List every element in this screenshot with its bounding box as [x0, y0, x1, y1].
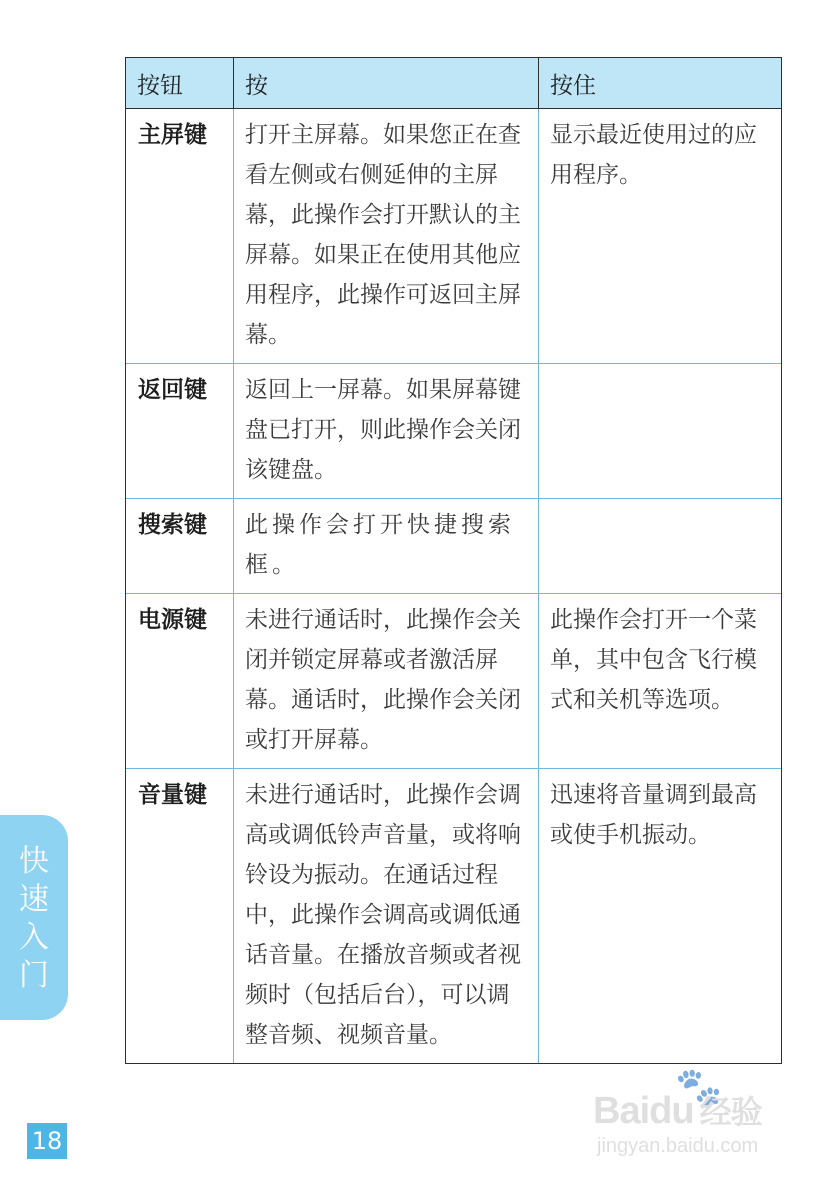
watermark-brand-bai: Bai	[593, 1090, 650, 1132]
buttons-table	[125, 57, 782, 1064]
row-press: 返回上一屏幕。如果屏幕键盘已打开，则此操作会关闭该键盘。	[234, 364, 539, 499]
paw-icon: 🐾	[675, 1065, 723, 1109]
table-row	[126, 364, 782, 499]
row-key: 主屏键	[126, 109, 234, 364]
baidu-jingyan-watermark	[593, 1065, 803, 1163]
row-press: 打开主屏幕。如果您正在查看左侧或右侧延伸的主屏幕，此操作会打开默认的主屏幕。如果正在使用其他应用程序，此操作可返回主屏幕。	[234, 109, 539, 364]
table-row	[126, 594, 782, 769]
page-number: 18	[27, 1123, 67, 1159]
table-row	[126, 109, 782, 364]
chapter-side-tab-label: 快速入门	[19, 844, 49, 993]
watermark-brand	[593, 1087, 762, 1133]
row-press: 未进行通话时，此操作会关闭并锁定屏幕或者激活屏幕。通话时，此操作会关闭或打开屏幕。	[234, 594, 539, 769]
row-press: 此操作会打开快捷搜索框。	[234, 499, 539, 594]
header-press: 按	[234, 58, 539, 109]
row-key: 电源键	[126, 594, 234, 769]
watermark-brand-du: du	[649, 1090, 694, 1132]
row-key: 音量键	[126, 769, 234, 1064]
header-button: 按钮	[126, 58, 234, 109]
chapter-side-tab	[0, 815, 68, 1020]
row-hold: 此操作会打开一个菜单，其中包含飞行模式和关机等选项。	[539, 594, 782, 769]
row-hold	[539, 499, 782, 594]
row-hold: 显示最近使用过的应用程序。	[539, 109, 782, 364]
table-row	[126, 769, 782, 1064]
watermark-url: jingyan.baidu.com	[597, 1135, 759, 1157]
row-key: 返回键	[126, 364, 234, 499]
table-header-row	[126, 58, 782, 109]
row-key: 搜索键	[126, 499, 234, 594]
row-hold: 迅速将音量调到最高或使手机振动。	[539, 769, 782, 1064]
row-press: 未进行通话时，此操作会调高或调低铃声音量，或将响铃设为振动。在通话过程中，此操作会调高或调低通话音量。在播放音频或者视频时（包括后台），可以调整音频、视频音量。	[234, 769, 539, 1064]
row-hold	[539, 364, 782, 499]
watermark-brand-cn: 经验	[699, 1094, 762, 1130]
header-hold: 按住	[539, 58, 782, 109]
table-row	[126, 499, 782, 594]
